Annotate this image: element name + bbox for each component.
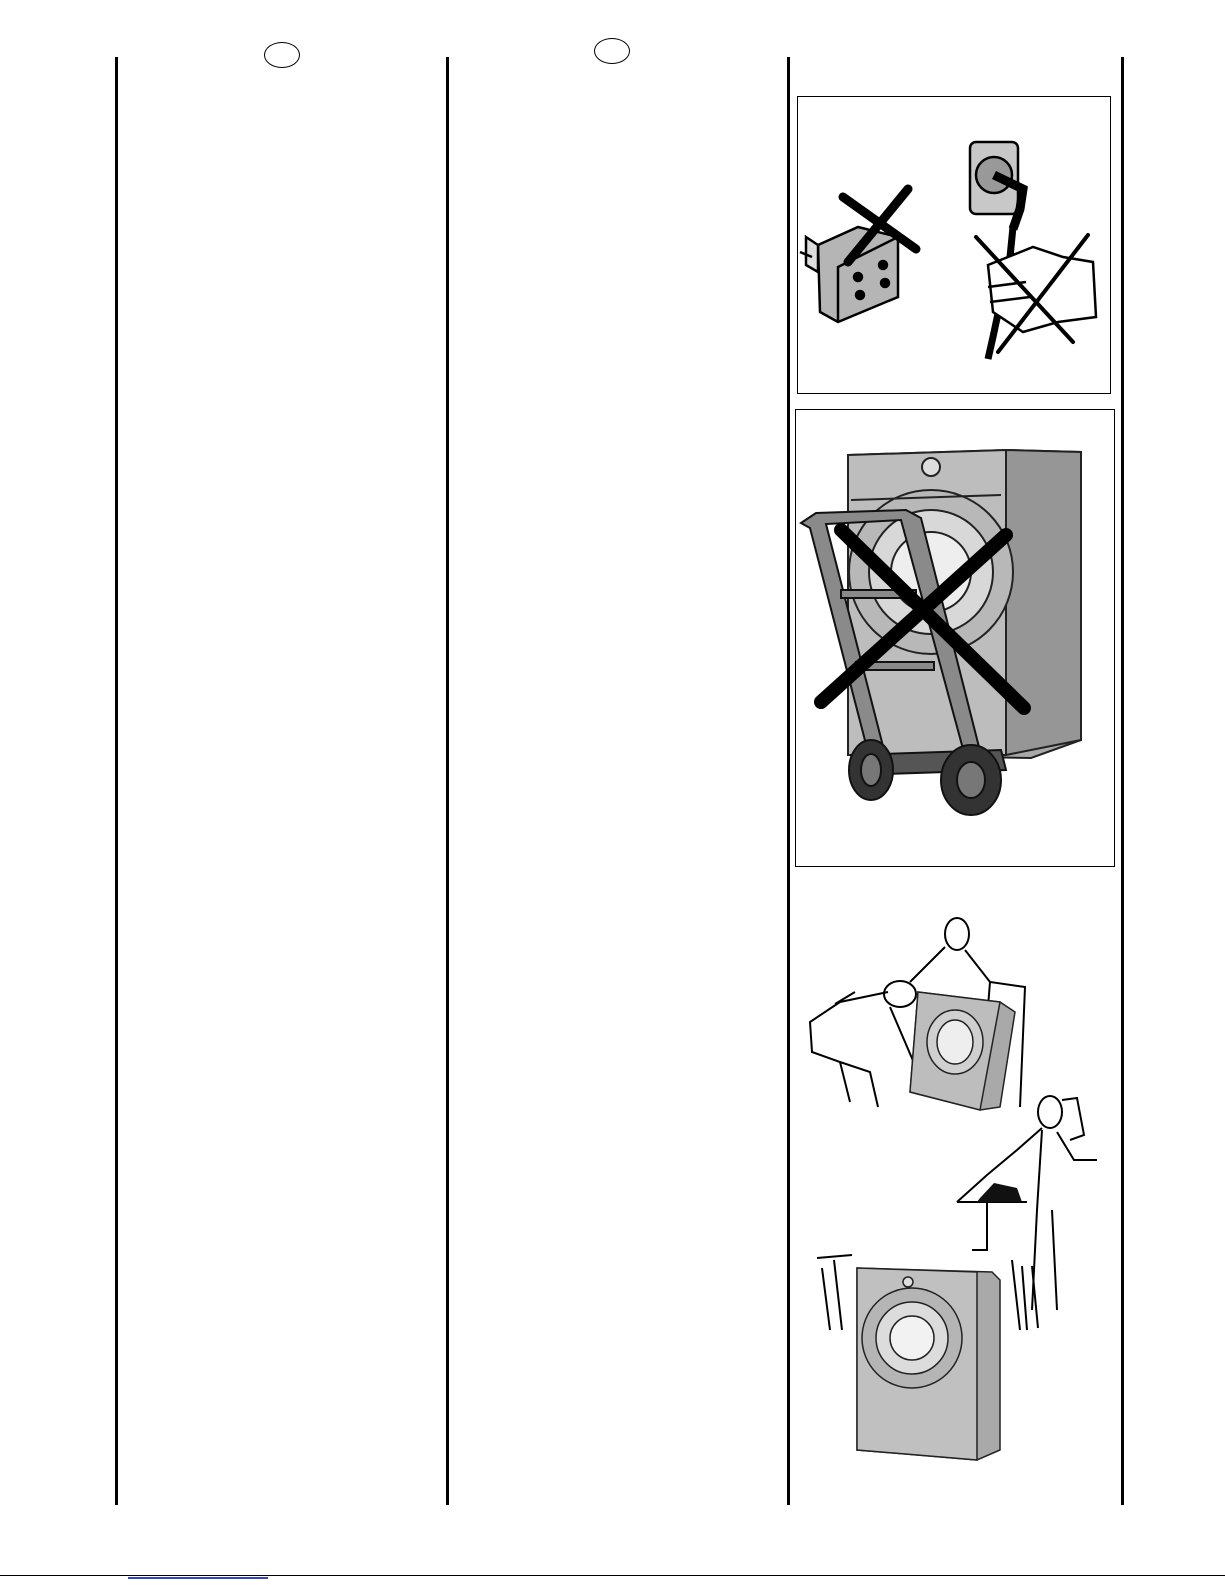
no-adapter-no-cord-pull-icon [798,97,1109,392]
washing-machine-icon [857,1268,1000,1460]
not-in-service-icon [812,1090,1102,1465]
column-rule-far-right [1121,57,1124,1505]
language-badge-left [264,42,300,68]
multi-adapter-icon [800,227,898,322]
figure-plug-warning [797,96,1111,394]
column-rule-middle [446,57,449,1505]
hand-icon [988,247,1096,332]
column-rule-right [787,57,790,1505]
footer-link-underline[interactable] [128,1577,268,1579]
language-badge-middle [594,38,630,64]
column-rule-left [115,57,118,1505]
figure-hand-truck-warning [795,409,1115,867]
no-hand-truck-icon [796,410,1113,865]
footer-rule [0,1575,1225,1576]
two-person-lift-icon [800,912,1040,1112]
